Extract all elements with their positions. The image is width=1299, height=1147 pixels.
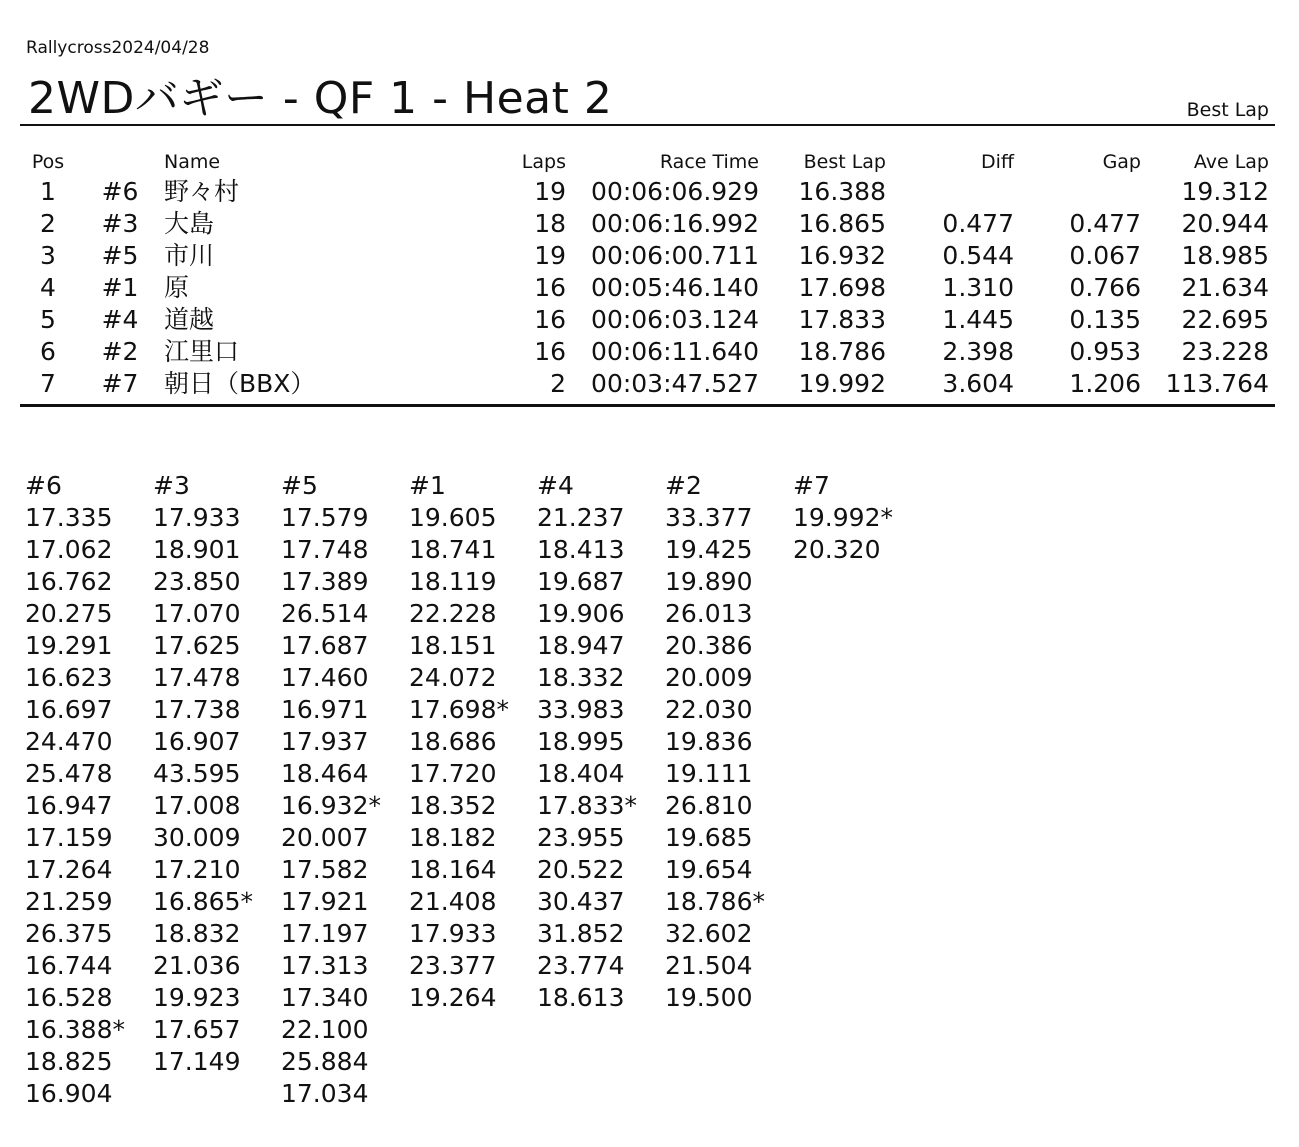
cell-car-number: #1 bbox=[101, 273, 139, 302]
lap-column-car-number: #7 bbox=[793, 471, 830, 500]
cell-ave-lap: 113.764 bbox=[1165, 369, 1269, 398]
lap-time: 21.504 bbox=[665, 951, 753, 980]
cell-diff: 1.310 bbox=[942, 273, 1014, 302]
cell-race-time: 00:06:03.124 bbox=[591, 305, 759, 334]
col-header-race-time: Race Time bbox=[659, 151, 759, 173]
cell-race-time: 00:06:06.929 bbox=[591, 177, 759, 206]
lap-time: 23.955 bbox=[537, 823, 625, 852]
lap-time: 18.404 bbox=[537, 759, 625, 788]
lap-time: 23.774 bbox=[537, 951, 625, 980]
cell-ave-lap: 23.228 bbox=[1181, 337, 1269, 366]
lap-time: 17.335 bbox=[25, 503, 113, 532]
cell-car-number: #3 bbox=[101, 209, 139, 238]
lap-time: 18.832 bbox=[153, 919, 241, 948]
lap-column bbox=[281, 470, 409, 1110]
lap-time: 21.259 bbox=[25, 887, 113, 916]
col-header-laps: Laps bbox=[521, 151, 566, 173]
lap-time: 24.072 bbox=[409, 663, 497, 692]
col-header-name: Name bbox=[164, 151, 221, 173]
cell-driver-name: 江里口 bbox=[164, 337, 240, 366]
cell-laps: 19 bbox=[534, 177, 566, 206]
result-row bbox=[20, 208, 1269, 240]
col-header-diff: Diff bbox=[981, 151, 1014, 173]
lap-time: 17.698* bbox=[409, 695, 509, 724]
lap-time: 25.478 bbox=[25, 759, 113, 788]
lap-time: 26.013 bbox=[665, 599, 753, 628]
lap-time: 17.197 bbox=[281, 919, 369, 948]
lap-column bbox=[537, 470, 665, 1110]
cell-car-number: #5 bbox=[101, 241, 139, 270]
lap-time: 30.437 bbox=[537, 887, 625, 916]
event-name: Rallycross2024/04/28 bbox=[26, 38, 210, 58]
lap-time: 18.947 bbox=[537, 631, 625, 660]
result-row bbox=[20, 336, 1269, 368]
lap-column-car-number: #1 bbox=[409, 471, 446, 500]
lap-time: 16.947 bbox=[25, 791, 113, 820]
lap-time: 19.291 bbox=[25, 631, 113, 660]
cell-ave-lap: 19.312 bbox=[1181, 177, 1269, 206]
cell-driver-name: 野々村 bbox=[164, 177, 240, 206]
lap-time: 17.933 bbox=[153, 503, 241, 532]
cell-diff: 2.398 bbox=[942, 337, 1014, 366]
lap-time: 19.111 bbox=[665, 759, 753, 788]
cell-race-time: 00:06:00.711 bbox=[591, 241, 759, 270]
lap-column bbox=[665, 470, 793, 1110]
cell-best-lap: 18.786 bbox=[798, 337, 886, 366]
lap-time: 43.595 bbox=[153, 759, 241, 788]
lap-time: 17.833* bbox=[537, 791, 637, 820]
lap-time: 18.164 bbox=[409, 855, 497, 884]
cell-car-number: #2 bbox=[101, 337, 139, 366]
cell-pos: 2 bbox=[40, 209, 56, 238]
col-header-ave-lap: Ave Lap bbox=[1193, 151, 1269, 173]
lap-time: 21.036 bbox=[153, 951, 241, 980]
cell-best-lap: 16.932 bbox=[798, 241, 886, 270]
lap-time: 18.352 bbox=[409, 791, 497, 820]
lap-time: 16.904 bbox=[25, 1079, 113, 1108]
lap-time: 20.522 bbox=[537, 855, 625, 884]
results-divider bbox=[20, 404, 1275, 407]
lap-time: 16.932* bbox=[281, 791, 381, 820]
lap-time: 17.933 bbox=[409, 919, 497, 948]
cell-gap: 1.206 bbox=[1069, 369, 1141, 398]
result-row bbox=[20, 304, 1269, 336]
lap-time: 20.007 bbox=[281, 823, 369, 852]
col-header-gap: Gap bbox=[1102, 151, 1141, 173]
cell-diff: 0.544 bbox=[942, 241, 1014, 270]
cell-best-lap: 16.865 bbox=[798, 209, 886, 238]
lap-time: 24.470 bbox=[25, 727, 113, 756]
lap-time: 19.687 bbox=[537, 567, 625, 596]
cell-driver-name: 道越 bbox=[164, 305, 215, 334]
lap-time: 20.275 bbox=[25, 599, 113, 628]
cell-gap: 0.477 bbox=[1069, 209, 1141, 238]
lap-time: 17.582 bbox=[281, 855, 369, 884]
lap-time: 18.182 bbox=[409, 823, 497, 852]
lap-time: 19.264 bbox=[409, 983, 497, 1012]
lap-time: 16.744 bbox=[25, 951, 113, 980]
cell-laps: 2 bbox=[550, 369, 566, 398]
lap-time: 16.528 bbox=[25, 983, 113, 1012]
lap-time: 18.995 bbox=[537, 727, 625, 756]
lap-time: 16.762 bbox=[25, 567, 113, 596]
lap-time: 18.413 bbox=[537, 535, 625, 564]
lap-time: 17.748 bbox=[281, 535, 369, 564]
lap-time: 17.159 bbox=[25, 823, 113, 852]
lap-time: 17.625 bbox=[153, 631, 241, 660]
result-row bbox=[20, 272, 1269, 304]
cell-laps: 16 bbox=[534, 305, 566, 334]
header-divider bbox=[20, 124, 1275, 126]
lap-time: 20.320 bbox=[793, 535, 881, 564]
lap-time: 19.425 bbox=[665, 535, 753, 564]
lap-time: 17.478 bbox=[153, 663, 241, 692]
cell-gap: 0.766 bbox=[1069, 273, 1141, 302]
lap-column bbox=[793, 470, 921, 1110]
lap-time: 23.377 bbox=[409, 951, 497, 980]
cell-best-lap: 17.833 bbox=[798, 305, 886, 334]
lap-time: 22.100 bbox=[281, 1015, 369, 1044]
cell-diff: 1.445 bbox=[942, 305, 1014, 334]
cell-laps: 19 bbox=[534, 241, 566, 270]
lap-column bbox=[409, 470, 537, 1110]
lap-time: 18.825 bbox=[25, 1047, 113, 1076]
lap-time: 19.685 bbox=[665, 823, 753, 852]
cell-car-number: #7 bbox=[101, 369, 139, 398]
lap-time: 18.686 bbox=[409, 727, 497, 756]
lap-time: 17.389 bbox=[281, 567, 369, 596]
cell-pos: 6 bbox=[40, 337, 56, 366]
cell-ave-lap: 20.944 bbox=[1181, 209, 1269, 238]
lap-time: 16.907 bbox=[153, 727, 241, 756]
lap-time: 19.992* bbox=[793, 503, 893, 532]
lap-time: 16.971 bbox=[281, 695, 369, 724]
lap-time: 19.836 bbox=[665, 727, 753, 756]
lap-column-car-number: #4 bbox=[537, 471, 574, 500]
lap-time: 20.386 bbox=[665, 631, 753, 660]
cell-car-number: #6 bbox=[101, 177, 139, 206]
cell-race-time: 00:03:47.527 bbox=[591, 369, 759, 398]
cell-pos: 5 bbox=[40, 305, 56, 334]
lap-time: 16.623 bbox=[25, 663, 113, 692]
lap-time: 31.852 bbox=[537, 919, 625, 948]
lap-time: 17.921 bbox=[281, 887, 369, 916]
cell-diff: 3.604 bbox=[942, 369, 1014, 398]
col-header-best-lap: Best Lap bbox=[803, 151, 886, 173]
lap-time: 17.210 bbox=[153, 855, 241, 884]
lap-time: 18.901 bbox=[153, 535, 241, 564]
lap-time: 20.009 bbox=[665, 663, 753, 692]
cell-pos: 1 bbox=[40, 177, 56, 206]
lap-time: 17.579 bbox=[281, 503, 369, 532]
lap-time: 17.687 bbox=[281, 631, 369, 660]
cell-ave-lap: 21.634 bbox=[1181, 273, 1269, 302]
results-header-row bbox=[20, 148, 1269, 176]
cell-best-lap: 19.992 bbox=[798, 369, 886, 398]
lap-time: 19.654 bbox=[665, 855, 753, 884]
lap-time: 33.377 bbox=[665, 503, 753, 532]
lap-time: 18.741 bbox=[409, 535, 497, 564]
lap-time: 19.500 bbox=[665, 983, 753, 1012]
lap-time: 18.613 bbox=[537, 983, 625, 1012]
cell-race-time: 00:05:46.140 bbox=[591, 273, 759, 302]
lap-column-car-number: #2 bbox=[665, 471, 702, 500]
cell-car-number: #4 bbox=[101, 305, 139, 334]
lap-time: 21.408 bbox=[409, 887, 497, 916]
cell-pos: 3 bbox=[40, 241, 56, 270]
cell-laps: 18 bbox=[534, 209, 566, 238]
lap-column bbox=[25, 470, 153, 1110]
lap-time: 17.720 bbox=[409, 759, 497, 788]
cell-race-time: 00:06:11.640 bbox=[591, 337, 759, 366]
lap-time: 22.228 bbox=[409, 599, 497, 628]
lap-time: 17.070 bbox=[153, 599, 241, 628]
cell-diff: 0.477 bbox=[942, 209, 1014, 238]
cell-driver-name: 原 bbox=[164, 273, 190, 302]
lap-time: 18.786* bbox=[665, 887, 765, 916]
result-row bbox=[20, 368, 1269, 400]
lap-time: 19.890 bbox=[665, 567, 753, 596]
lap-time: 17.340 bbox=[281, 983, 369, 1012]
report-type-label: Best Lap bbox=[1186, 99, 1269, 121]
cell-gap: 0.067 bbox=[1069, 241, 1141, 270]
lap-time: 19.605 bbox=[409, 503, 497, 532]
lap-time: 16.865* bbox=[153, 887, 253, 916]
lap-time: 18.119 bbox=[409, 567, 497, 596]
lap-time: 19.906 bbox=[537, 599, 625, 628]
lap-time: 21.237 bbox=[537, 503, 625, 532]
lap-time: 23.850 bbox=[153, 567, 241, 596]
lap-time: 25.884 bbox=[281, 1047, 369, 1076]
cell-gap bbox=[1014, 176, 1141, 208]
lap-times-grid bbox=[25, 470, 921, 1110]
result-row bbox=[20, 176, 1269, 208]
lap-time: 26.375 bbox=[25, 919, 113, 948]
cell-best-lap: 17.698 bbox=[798, 273, 886, 302]
lap-time: 17.008 bbox=[153, 791, 241, 820]
lap-time: 22.030 bbox=[665, 695, 753, 724]
cell-laps: 16 bbox=[534, 337, 566, 366]
lap-column-car-number: #5 bbox=[281, 471, 318, 500]
cell-ave-lap: 18.985 bbox=[1181, 241, 1269, 270]
lap-column-car-number: #6 bbox=[25, 471, 62, 500]
result-row bbox=[20, 240, 1269, 272]
cell-race-time: 00:06:16.992 bbox=[591, 209, 759, 238]
lap-time: 17.034 bbox=[281, 1079, 369, 1108]
page-title: 2WDバギー - QF 1 - Heat 2 bbox=[28, 73, 613, 124]
lap-time: 16.697 bbox=[25, 695, 113, 724]
lap-time: 16.388* bbox=[25, 1015, 125, 1044]
lap-time: 17.313 bbox=[281, 951, 369, 980]
lap-time: 17.062 bbox=[25, 535, 113, 564]
lap-time: 26.810 bbox=[665, 791, 753, 820]
lap-time: 17.149 bbox=[153, 1047, 241, 1076]
cell-driver-name: 朝日（BBX） bbox=[164, 369, 316, 398]
cell-pos: 7 bbox=[40, 369, 56, 398]
cell-best-lap: 16.388 bbox=[798, 177, 886, 206]
lap-time: 30.009 bbox=[153, 823, 241, 852]
lap-time: 17.738 bbox=[153, 695, 241, 724]
col-header-number bbox=[76, 148, 164, 176]
cell-laps: 16 bbox=[534, 273, 566, 302]
lap-time: 32.602 bbox=[665, 919, 753, 948]
cell-ave-lap: 22.695 bbox=[1181, 305, 1269, 334]
lap-time: 19.923 bbox=[153, 983, 241, 1012]
cell-driver-name: 大島 bbox=[164, 209, 215, 238]
lap-column bbox=[153, 470, 281, 1110]
lap-time: 26.514 bbox=[281, 599, 369, 628]
lap-time: 17.460 bbox=[281, 663, 369, 692]
lap-time: 18.332 bbox=[537, 663, 625, 692]
lap-time: 17.264 bbox=[25, 855, 113, 884]
lap-time: 17.937 bbox=[281, 727, 369, 756]
cell-driver-name: 市川 bbox=[164, 241, 215, 270]
cell-pos: 4 bbox=[40, 273, 56, 302]
lap-time: 18.464 bbox=[281, 759, 369, 788]
lap-time: 17.657 bbox=[153, 1015, 241, 1044]
lap-column-car-number: #3 bbox=[153, 471, 190, 500]
col-header-pos: Pos bbox=[31, 151, 65, 173]
cell-gap: 0.135 bbox=[1069, 305, 1141, 334]
lap-time: 33.983 bbox=[537, 695, 625, 724]
results-table bbox=[20, 148, 1269, 400]
lap-time: 18.151 bbox=[409, 631, 497, 660]
cell-gap: 0.953 bbox=[1069, 337, 1141, 366]
cell-diff bbox=[886, 176, 1014, 208]
